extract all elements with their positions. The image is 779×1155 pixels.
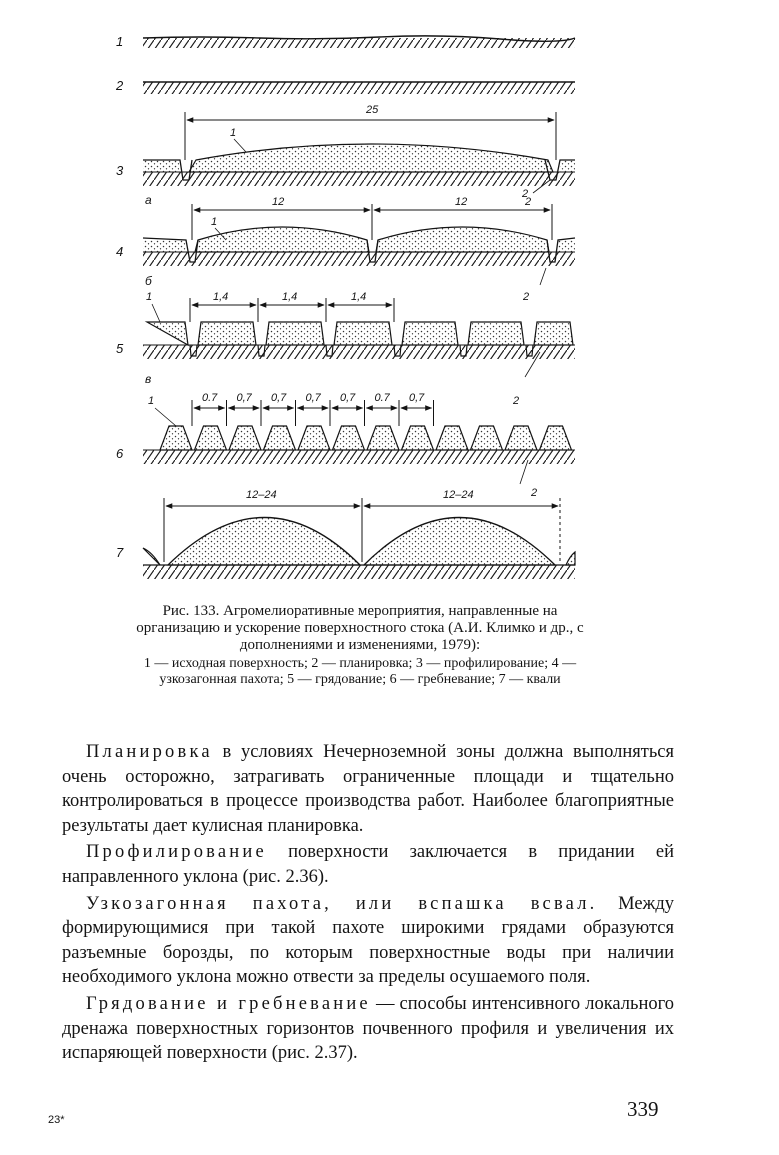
term-levelling: Планировка bbox=[86, 742, 213, 762]
ridge-7 bbox=[367, 426, 399, 450]
ridge-10 bbox=[471, 426, 503, 450]
row-6-width-label-5: 0,7 bbox=[340, 392, 356, 404]
row-6-width-label-6: 0.7 bbox=[374, 392, 390, 404]
paragraph-bedding-text: — способы интенсивного локального дренажа поверхностных горизонтов почвенного профиля и увеличения их испаряющей поверхности (рис. 2.37). bbox=[62, 993, 675, 1064]
ridge-12 bbox=[540, 426, 572, 450]
paragraph-profiling bbox=[62, 840, 674, 889]
ridge-8 bbox=[402, 426, 434, 450]
bed-1 bbox=[147, 322, 188, 345]
row-4-callout-2: 2 bbox=[525, 196, 532, 208]
row-7-width-label-2: 12–24 bbox=[443, 489, 474, 501]
body-text bbox=[62, 740, 674, 1066]
ridge-11 bbox=[505, 426, 537, 450]
paragraph-profiling-text: поверхности заключается в придании ей направленного уклона (рис. 2.36). bbox=[62, 842, 674, 887]
row-3-width-label: 25 bbox=[366, 104, 379, 116]
signature-mark: 23* bbox=[48, 1114, 65, 1126]
row-3-callout-1: 1 bbox=[230, 127, 237, 139]
term-ploughing: Узкозагонная пахота, или вспашка всвал. bbox=[86, 893, 598, 914]
row-5-callout-1: 1 bbox=[146, 291, 153, 303]
row-6-callout-2: 2 bbox=[513, 395, 520, 407]
row-3-profiling bbox=[143, 104, 575, 200]
row-2-levelling bbox=[143, 82, 575, 94]
row-5-callout-2: 2 bbox=[523, 291, 530, 303]
row-6-width-label-3: 0,7 bbox=[271, 392, 287, 404]
row-number-6: 6 bbox=[116, 446, 124, 461]
bed-5 bbox=[402, 322, 458, 345]
row-4-width-label-1: 12 bbox=[272, 196, 285, 208]
bed-4 bbox=[334, 322, 392, 345]
row-numbers bbox=[115, 34, 124, 560]
bed-6 bbox=[468, 322, 524, 345]
row-7-kvali bbox=[143, 487, 575, 579]
ridge-9 bbox=[436, 426, 468, 450]
ridge-4 bbox=[264, 426, 296, 450]
row-4-width-label-2: 12 bbox=[455, 196, 468, 208]
row-6-ridging bbox=[143, 392, 575, 484]
row-6-width-label-7: 0,7 bbox=[409, 392, 425, 404]
paragraph-levelling bbox=[62, 740, 674, 838]
row-5-bedding bbox=[143, 291, 575, 377]
ridge-5 bbox=[298, 426, 330, 450]
bed-7 bbox=[534, 322, 573, 345]
sub-label-v: в bbox=[145, 372, 152, 386]
row-number-7: 7 bbox=[116, 545, 124, 560]
bed-3 bbox=[266, 322, 324, 345]
row-number-5: 5 bbox=[116, 341, 124, 356]
row-6-width-label-1: 0.7 bbox=[202, 392, 218, 404]
row-1-original-surface bbox=[143, 36, 575, 48]
term-bedding: Грядование и гребневание bbox=[86, 993, 371, 1014]
row-7-callout-2: 2 bbox=[531, 487, 538, 499]
row-6-width-label-4: 0,7 bbox=[305, 392, 321, 404]
row-number-1: 1 bbox=[116, 34, 124, 49]
row-6-width-label-2: 0,7 bbox=[236, 392, 252, 404]
row-5-width-label-2: 1,4 bbox=[282, 291, 298, 303]
row-4-narrow-bed-ploughing bbox=[143, 196, 575, 285]
row-5-width-label-3: 1,4 bbox=[351, 291, 367, 303]
row-number-3: 3 bbox=[116, 163, 124, 178]
row-number-4: 4 bbox=[116, 244, 124, 259]
ridge-1 bbox=[160, 426, 192, 450]
term-profiling: Профилирование bbox=[86, 842, 267, 863]
row-3-callout-2: 2 bbox=[522, 188, 529, 200]
page-number: 339 bbox=[627, 1097, 659, 1121]
figure-caption bbox=[120, 603, 600, 688]
row-number-2: 2 bbox=[116, 78, 124, 93]
sub-label-b: б bbox=[145, 274, 152, 288]
caption-title: Рис. 133. Агромелиоративные мероприятия, направленные на организацию и ускорение поверхностного стока (А.И. Климко и др., с дополнениями и изменениями, 1979): bbox=[136, 603, 584, 653]
bed-2 bbox=[198, 322, 256, 345]
ridge-6 bbox=[333, 426, 365, 450]
row-6-callout-1: 1 bbox=[148, 395, 155, 407]
row-4-callout-1: 1 bbox=[211, 216, 218, 228]
paragraph-levelling-text: в условиях Нечерноземной зоны должна выполняться очень осторожно, затрагивать ограниченные площади и тщательно контролироваться в процессе производства работ. Наиболее благоприятные результаты дает кулисная планировка. bbox=[62, 742, 674, 836]
row-7-width-label-1: 12–24 bbox=[246, 489, 277, 501]
paragraph-ploughing bbox=[62, 892, 674, 990]
ridge-2 bbox=[195, 426, 227, 450]
row-5-width-label-1: 1,4 bbox=[213, 291, 229, 303]
ridge-3 bbox=[229, 426, 261, 450]
sub-label-a: а bbox=[145, 193, 152, 207]
caption-legend: 1 — исходная поверхность; 2 — планировка; 3 — профилирование; 4 — узкозагонная пахота; 5 — грядование; 6 — гребневание; 7 — квали bbox=[143, 656, 577, 687]
paragraph-bedding bbox=[62, 992, 674, 1066]
paragraph-ploughing-text: Между формирующимися при такой пахоте широкими грядами образуются разъемные борозды, по которым поверхностные воды при наличии необходимого уклона можно отвести за пределы осушаемого поля. bbox=[62, 893, 674, 988]
